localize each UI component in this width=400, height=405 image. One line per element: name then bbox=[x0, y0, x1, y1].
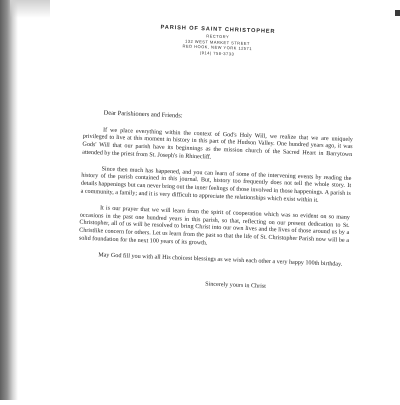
salutation: Dear Parishioners and Friends: bbox=[103, 109, 183, 120]
letterhead-rectory: RECTORY bbox=[206, 33, 230, 40]
letter-page bbox=[21, 0, 398, 405]
letterhead-phone: (914) 758-3733 bbox=[199, 49, 235, 57]
letterhead-city: RED HOOK, NEW YORK 12571 bbox=[182, 43, 253, 52]
letterhead-street: 132 WEST MARKET STREET bbox=[185, 38, 251, 46]
letter-paragraph: It is our prayer that we will learn from the spirit of cooperation which was so evident on so many occasions in the past one hundred years in this parish, so that, reflecting on our present dedication to St. Christopher, all of us will be resolved to bring Christ into our own lives and the lives of those around us by a Christlike concern for others. Let us learn from the past so that the life of St. Christopher Parish now will be a solid foundation for the next 100 years of its growth. bbox=[78, 205, 350, 247]
closing: Sincerely yours in Christ bbox=[205, 281, 267, 291]
letter-paragraph: If we place everything within the context of God's Holy Will, we realize that we are uniquely privileged to live at this moment in history in this part of the Hudson Valley. One hundred years ago, it was Gods' Will that our parish have its beginnings as the mission church of the Sacred Heart in Barrytown attended by the priest from St. Joseph's in Rhinecliff. bbox=[82, 127, 353, 161]
letter-body bbox=[77, 109, 354, 295]
parish-name: PARISH OF SAINT CHRISTOPHER bbox=[160, 24, 276, 35]
letterhead bbox=[152, 24, 283, 58]
letter-paragraph: May God fill you with all His choicest blessings as we wish each other a very happy 100th birthday. bbox=[98, 252, 343, 268]
page-binding-edge bbox=[0, 0, 18, 400]
letter-paragraph: Since then much has happened, and you can learn of some of the intervening events by reading the history of the parish contained in this journal. But, history too frequently does not tell the whole story. It details happenings but can never bring out the inner feelings of those involved in those happenings. A parish is a community, a family; and it is very difficult to appreciate the relationships which exist within it. bbox=[80, 166, 352, 204]
